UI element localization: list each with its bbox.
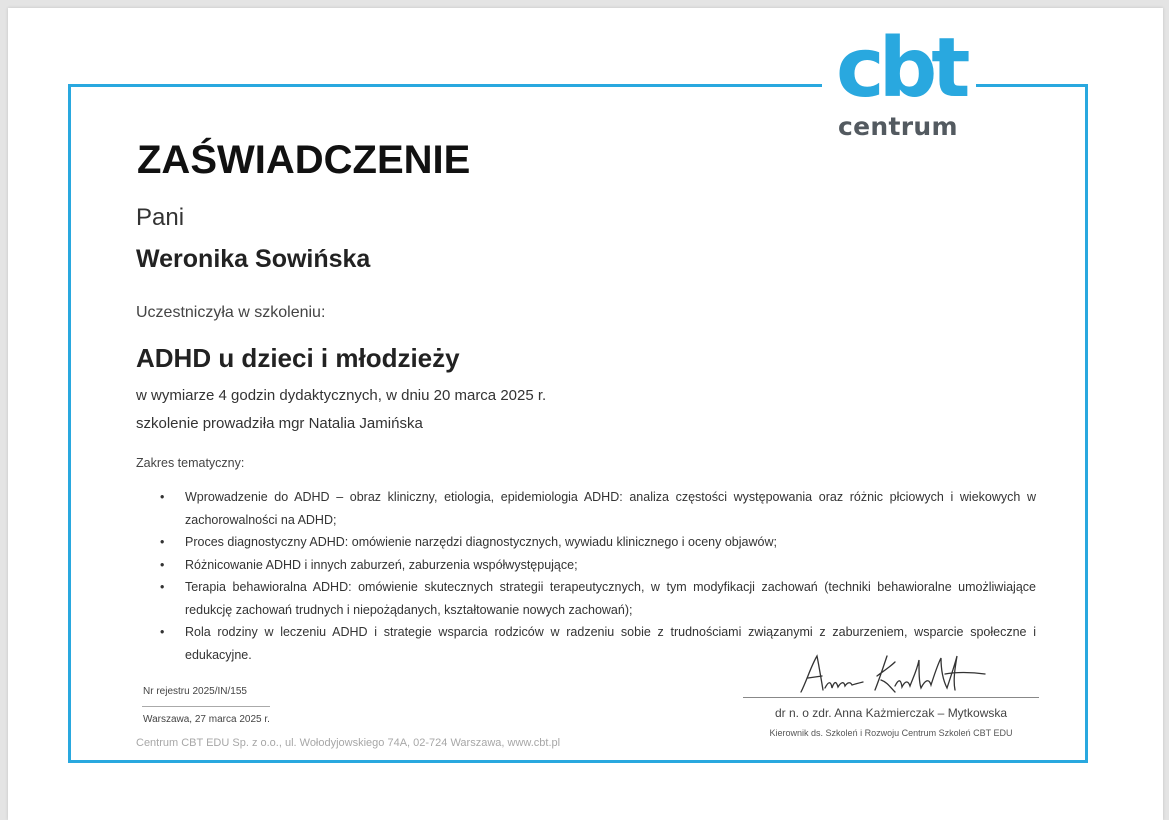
topic-text: Wprowadzenie do ADHD – obraz kliniczny, etiologia, epidemiologia ADHD: analiza częstości występowania oraz różnic płciowych i wiekowych w zachorowalności na ADHD; [185,490,1036,527]
signature-line [743,697,1039,698]
topics-list [160,486,1036,666]
list-item [160,576,1036,621]
company-info: Centrum CBT EDU Sp. z o.o., ul. Wołodyjowskiego 74A, 02-724 Warszawa, www.cbt.pl [136,737,561,749]
list-item [160,531,1036,554]
handwritten-signature [795,650,995,702]
topic-text: Proces diagnostyczny ADHD: omówienie narzędzi diagnostycznych, wywiadu klinicznego i oceny objawów; [185,535,777,549]
bullet-icon: • [160,557,165,572]
logo-subtitle: centrum [838,112,958,141]
topic-text: Różnicowanie ADHD i innych zaburzeń, zaburzenia współwystępujące; [185,557,578,572]
participated-label: Uczestniczyła w szkoleniu: [136,304,326,321]
bullet-icon: • [160,625,165,639]
topic-text: Terapia behawioralna ADHD: omówienie skutecznych strategii terapeutycznych, w tym modyfikacji zachowań (techniki behawioralne umożliwiające redukcję zachowań trudnych i niepożądanych, kształtowanie nowych zachowań); [185,580,1036,617]
place-date: Warszawa, 27 marca 2025 r. [143,714,270,725]
participant-name: Weronika Sowińska [136,245,371,273]
course-details-duration: w wymiarze 4 godzin dydaktycznych, w dniu 20 marca 2025 r. [136,387,547,404]
course-title: ADHD u dzieci i młodzieży [136,343,460,373]
certificate-title: ZAŚWIADCZENIE [137,138,471,182]
bullet-icon: • [160,535,165,549]
signer-role: Kierownik ds. Szkoleń i Rozwoju Centrum Szkoleń CBT EDU [769,728,1013,738]
list-item [160,554,1036,577]
topic-text: Rola rodziny w leczeniu ADHD i strategie wsparcia rodziców w radzeniu sobie z trudnościami związanymi z zaburzeniem, wsparcie społeczne i edukacyjne. [185,625,1036,662]
salutation: Pani [136,204,185,231]
bullet-icon: • [160,580,165,594]
registry-number: Nr rejestru 2025/IN/155 [143,686,247,697]
course-details-instructor: szkolenie prowadziła mgr Natalia Jamińska [136,415,423,432]
logo-wordmark: cbt [836,21,965,116]
list-item [160,486,1036,531]
bullet-icon: • [160,490,165,504]
signer-name: dr n. o zdr. Anna Każmierczak – Mytkowska [774,706,1008,720]
scope-label: Zakres tematyczny: [136,456,245,470]
registry-divider [142,706,270,707]
